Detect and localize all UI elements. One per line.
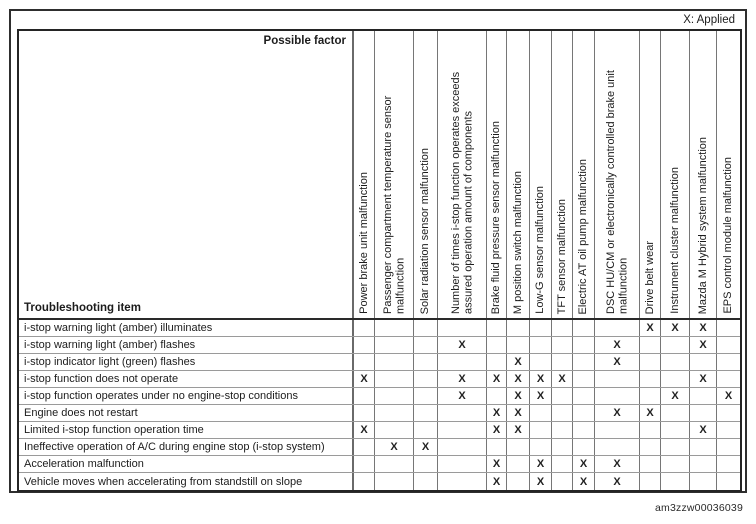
row-label: Acceleration malfunction <box>19 456 354 472</box>
factor-header <box>552 31 573 318</box>
empty-cell <box>414 473 438 490</box>
empty-cell <box>640 473 661 490</box>
empty-cell <box>573 388 595 404</box>
applied-mark-cell: X <box>507 422 530 438</box>
applied-mark-cell: X <box>573 456 595 472</box>
empty-cell <box>661 337 690 353</box>
factor-header <box>573 31 595 318</box>
possible-factor-label: Possible factor <box>263 35 346 47</box>
empty-cell <box>414 388 438 404</box>
row-label: i-stop function operates under no engine-stop conditions <box>19 388 354 404</box>
empty-cell <box>487 439 507 455</box>
empty-cell <box>438 439 487 455</box>
empty-cell <box>595 371 640 387</box>
empty-cell <box>595 320 640 336</box>
empty-cell <box>507 473 530 490</box>
empty-cell <box>690 456 717 472</box>
applied-mark-cell: X <box>487 473 507 490</box>
empty-cell <box>661 422 690 438</box>
empty-cell <box>438 320 487 336</box>
empty-cell <box>717 354 740 370</box>
empty-cell <box>573 405 595 421</box>
applied-mark-cell: X <box>690 337 717 353</box>
empty-cell <box>375 337 414 353</box>
table-row <box>19 354 740 371</box>
applied-mark-cell: X <box>414 439 438 455</box>
factor-header <box>640 31 661 318</box>
empty-cell <box>690 388 717 404</box>
factor-header-label: TFT sensor malfunction <box>555 198 568 314</box>
empty-cell <box>552 320 573 336</box>
empty-cell <box>640 422 661 438</box>
table-row <box>19 371 740 388</box>
table-row <box>19 405 740 422</box>
row-label: i-stop warning light (amber) flashes <box>19 337 354 353</box>
empty-cell <box>507 337 530 353</box>
empty-cell <box>354 473 375 490</box>
empty-cell <box>640 354 661 370</box>
empty-cell <box>552 405 573 421</box>
empty-cell <box>690 473 717 490</box>
empty-cell <box>438 422 487 438</box>
factor-header <box>375 31 414 318</box>
factor-header-label: Number of times i-stop function operates exceeds assured operation amount of components <box>449 71 474 314</box>
applied-mark-cell: X <box>507 388 530 404</box>
empty-cell <box>717 371 740 387</box>
empty-cell <box>717 405 740 421</box>
figure-code-label: am3zzw00036039 <box>654 502 743 514</box>
applied-mark-cell: X <box>690 320 717 336</box>
empty-cell <box>354 337 375 353</box>
factor-header-label: Passenger compartment temperature sensor malfunction <box>381 95 406 314</box>
empty-cell <box>552 456 573 472</box>
empty-cell <box>507 439 530 455</box>
empty-cell <box>530 422 552 438</box>
applied-mark-cell: X <box>487 405 507 421</box>
empty-cell <box>414 320 438 336</box>
empty-cell <box>487 354 507 370</box>
empty-cell <box>573 337 595 353</box>
factor-header-label: M position switch malfunction <box>511 170 524 314</box>
row-label: i-stop function does not operate <box>19 371 354 387</box>
row-label: Limited i-stop function operation time <box>19 422 354 438</box>
applied-mark-cell: X <box>640 405 661 421</box>
applied-mark-cell: X <box>661 320 690 336</box>
applied-mark-cell: X <box>354 371 375 387</box>
table-row <box>19 456 740 473</box>
factor-header-label: Drive belt wear <box>643 240 656 314</box>
empty-cell <box>414 456 438 472</box>
applied-mark-cell: X <box>530 371 552 387</box>
applied-mark-cell: X <box>438 388 487 404</box>
empty-cell <box>573 439 595 455</box>
row-label: Engine does not restart <box>19 405 354 421</box>
empty-cell <box>414 371 438 387</box>
empty-cell <box>573 371 595 387</box>
empty-cell <box>507 456 530 472</box>
applied-mark-cell: X <box>595 405 640 421</box>
empty-cell <box>487 388 507 404</box>
empty-cell <box>530 405 552 421</box>
empty-cell <box>661 405 690 421</box>
empty-cell <box>661 439 690 455</box>
applied-mark-cell: X <box>487 371 507 387</box>
empty-cell <box>530 320 552 336</box>
empty-cell <box>573 320 595 336</box>
applied-mark-cell: X <box>354 422 375 438</box>
applied-mark-cell: X <box>661 388 690 404</box>
empty-cell <box>354 354 375 370</box>
empty-cell <box>573 354 595 370</box>
applied-mark-cell: X <box>595 456 640 472</box>
applied-mark-cell: X <box>595 473 640 490</box>
empty-cell <box>573 422 595 438</box>
empty-cell <box>640 337 661 353</box>
empty-cell <box>690 354 717 370</box>
empty-cell <box>661 456 690 472</box>
applied-mark-cell: X <box>573 473 595 490</box>
empty-cell <box>717 473 740 490</box>
applied-mark-cell: X <box>552 371 573 387</box>
empty-cell <box>717 320 740 336</box>
empty-cell <box>414 337 438 353</box>
applied-mark-cell: X <box>530 456 552 472</box>
empty-cell <box>438 405 487 421</box>
table-row <box>19 473 740 490</box>
empty-cell <box>595 422 640 438</box>
applied-mark-cell: X <box>595 337 640 353</box>
row-label: i-stop indicator light (green) flashes <box>19 354 354 370</box>
factor-header-label: Instrument cluster malfunction <box>668 167 681 314</box>
empty-cell <box>530 354 552 370</box>
empty-cell <box>414 405 438 421</box>
applied-mark-cell: X <box>375 439 414 455</box>
empty-cell <box>530 439 552 455</box>
empty-cell <box>354 439 375 455</box>
troubleshooting-item-label: Troubleshooting item <box>24 302 141 314</box>
factor-header <box>487 31 507 318</box>
table-row <box>19 388 740 405</box>
empty-cell <box>552 422 573 438</box>
applied-mark-cell: X <box>595 354 640 370</box>
empty-cell <box>552 473 573 490</box>
empty-cell <box>414 422 438 438</box>
factor-header-label: Electric AT oil pump malfunction <box>577 158 590 314</box>
empty-cell <box>640 456 661 472</box>
factor-header <box>690 31 717 318</box>
applied-mark-cell: X <box>487 422 507 438</box>
empty-cell <box>375 456 414 472</box>
empty-cell <box>375 388 414 404</box>
empty-cell <box>354 456 375 472</box>
applied-mark-cell: X <box>530 473 552 490</box>
factor-header-label: DSC HU/CM or electronically controlled brake unit malfunction <box>604 70 629 314</box>
applied-mark-cell: X <box>690 371 717 387</box>
applied-mark-cell: X <box>507 354 530 370</box>
empty-cell <box>375 320 414 336</box>
table-row <box>19 337 740 354</box>
empty-cell <box>661 371 690 387</box>
empty-cell <box>552 388 573 404</box>
row-label: i-stop warning light (amber) illuminates <box>19 320 354 336</box>
empty-cell <box>375 354 414 370</box>
factor-header-label: Low-G sensor malfunction <box>534 186 547 314</box>
empty-cell <box>438 473 487 490</box>
applied-mark-cell: X <box>438 371 487 387</box>
empty-cell <box>507 320 530 336</box>
factor-header <box>595 31 640 318</box>
empty-cell <box>717 422 740 438</box>
empty-cell <box>375 473 414 490</box>
troubleshooting-table <box>17 29 742 492</box>
legend-applied: X: Applied <box>683 14 735 26</box>
empty-cell <box>717 337 740 353</box>
empty-cell <box>640 439 661 455</box>
applied-mark-cell: X <box>690 422 717 438</box>
applied-mark-cell: X <box>640 320 661 336</box>
factor-header-label: Mazda M Hybrid system malfunction <box>696 136 709 314</box>
factor-header <box>661 31 690 318</box>
empty-cell <box>661 354 690 370</box>
empty-cell <box>375 371 414 387</box>
empty-cell <box>414 354 438 370</box>
factor-header <box>717 31 740 318</box>
table-row <box>19 422 740 439</box>
empty-cell <box>552 337 573 353</box>
empty-cell <box>717 439 740 455</box>
empty-cell <box>552 439 573 455</box>
factor-header <box>507 31 530 318</box>
factor-header-label: Power brake unit malfunction <box>357 172 370 314</box>
empty-cell <box>487 320 507 336</box>
empty-cell <box>487 337 507 353</box>
row-label: Vehicle moves when accelerating from standstill on slope <box>19 473 354 490</box>
empty-cell <box>717 456 740 472</box>
empty-cell <box>595 388 640 404</box>
factor-header <box>414 31 438 318</box>
corner-cell <box>19 31 354 318</box>
empty-cell <box>552 354 573 370</box>
table-row <box>19 439 740 456</box>
applied-mark-cell: X <box>438 337 487 353</box>
applied-mark-cell: X <box>487 456 507 472</box>
empty-cell <box>354 388 375 404</box>
factor-header-label: EPS control module malfunction <box>722 157 735 314</box>
applied-mark-cell: X <box>507 405 530 421</box>
empty-cell <box>354 405 375 421</box>
empty-cell <box>438 354 487 370</box>
empty-cell <box>690 405 717 421</box>
empty-cell <box>375 405 414 421</box>
factor-header <box>530 31 552 318</box>
table-row <box>19 320 740 337</box>
empty-cell <box>661 473 690 490</box>
factor-header <box>438 31 487 318</box>
header-row <box>19 31 740 320</box>
empty-cell <box>375 422 414 438</box>
factor-header-label: Brake fluid pressure sensor malfunction <box>490 120 503 314</box>
empty-cell <box>438 456 487 472</box>
empty-cell <box>530 337 552 353</box>
empty-cell <box>690 439 717 455</box>
applied-mark-cell: X <box>530 388 552 404</box>
document-border <box>9 9 747 493</box>
factor-header <box>354 31 375 318</box>
applied-mark-cell: X <box>724 390 733 402</box>
empty-cell <box>640 371 661 387</box>
factor-header-label: Solar radiation sensor malfunction <box>419 147 432 314</box>
row-label: Ineffective operation of A/C during engine stop (i-stop system) <box>19 439 354 455</box>
applied-mark-cell: X <box>507 371 530 387</box>
empty-cell <box>595 439 640 455</box>
empty-cell <box>354 320 375 336</box>
empty-cell <box>640 388 661 404</box>
